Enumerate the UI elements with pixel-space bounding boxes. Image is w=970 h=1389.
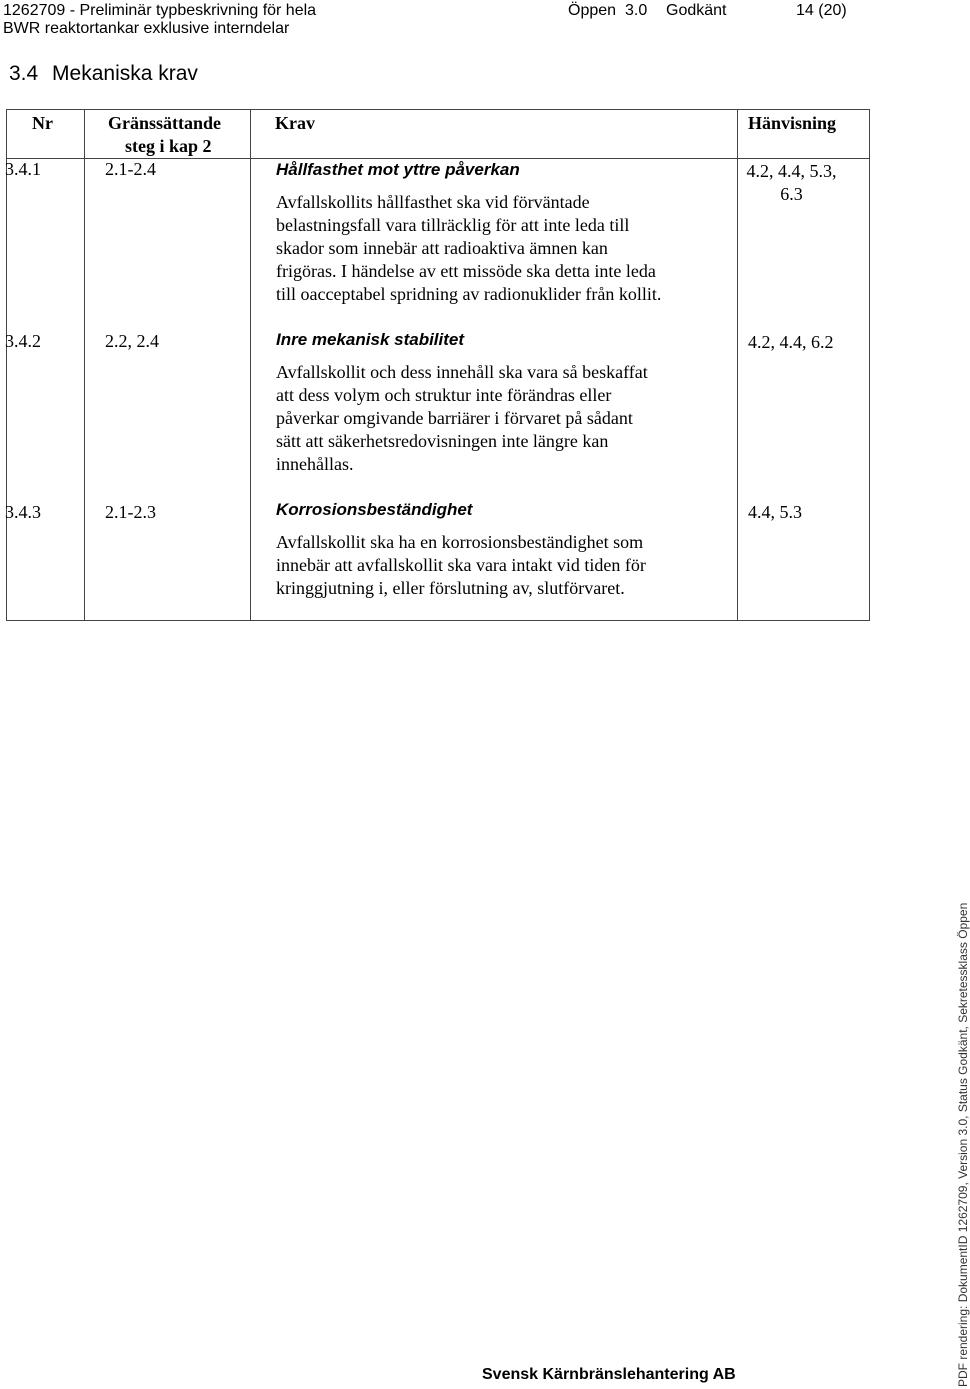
row-limit: 2.2, 2.4: [105, 331, 159, 351]
column-divider: [84, 110, 85, 620]
section-number: 3.4: [9, 62, 39, 85]
pdf-rendering-sidebar: PDF rendering: DokumentID 1262709, Version 3.0, Status Godkänt, Sekretessklass Öppen: [956, 902, 970, 1387]
header-krav: Krav: [275, 113, 315, 133]
row-heading: Hållfasthet mot yttre påverkan: [276, 160, 520, 179]
section-heading: [9, 62, 198, 86]
row-limit: 2.1-2.4: [105, 159, 156, 179]
row-heading: Korrosionsbeständighet: [276, 500, 473, 519]
row-ref: 4.4, 5.3: [748, 502, 802, 522]
row-nr: 3.4.3: [5, 502, 41, 522]
header-ref: Hänvisning: [748, 113, 837, 133]
header-nr: Nr: [32, 113, 53, 133]
company-footer: Svensk Kärnbränslehantering AB: [482, 1366, 736, 1383]
document-title: 1262709 - Preliminär typbeskrivning för hela: [3, 2, 317, 19]
column-divider: [737, 110, 738, 620]
status-label: Godkänt: [666, 2, 727, 19]
row-text: Avfallskollits hållfasthet ska vid förväntade belastningsfall vara tillräcklig för att inte leda till skador som innebär att radioaktiva ämnen kan frigöras. I händelse av ett missöde ska detta inte leda till oacceptabel spridning av radionuklider från kollit.: [276, 192, 662, 304]
row-ref: 4.2, 4.4, 6.2: [748, 332, 834, 352]
version-number: 3.0: [625, 2, 648, 19]
header-limit: Gränssättande: [108, 113, 222, 133]
requirements-table: [6, 109, 870, 621]
section-title: Mekaniska krav: [52, 62, 198, 85]
access-class: Öppen: [568, 2, 617, 19]
page-number: 14 (20): [796, 2, 847, 19]
row-limit: 2.1-2.3: [105, 502, 156, 522]
header-limit-cont: steg i kap 2: [125, 136, 212, 156]
row-text: Avfallskollit och dess innehåll ska vara så beskaffat att dess volym och struktur inte förändras eller påverkar omgivande barriärer i förvaret på sådant sätt att säkerhetsredovisningen inte längre kan innehållas.: [276, 362, 648, 474]
row-nr: 3.4.1: [5, 159, 41, 179]
document-subtitle: BWR reaktortankar exklusive interndelar: [3, 20, 290, 37]
column-divider: [250, 110, 251, 620]
row-nr: 3.4.2: [5, 331, 41, 351]
row-heading: Inre mekanisk stabilitet: [276, 330, 465, 349]
row-ref: 4.2, 4.4, 5.3, 6.3: [746, 161, 837, 204]
row-text: Avfallskollit ska ha en korrosionsbeständighet som innebär att avfallskollit ska vara intakt vid tiden för kringgjutning i, eller förslutning av, slutförvaret.: [276, 532, 646, 598]
